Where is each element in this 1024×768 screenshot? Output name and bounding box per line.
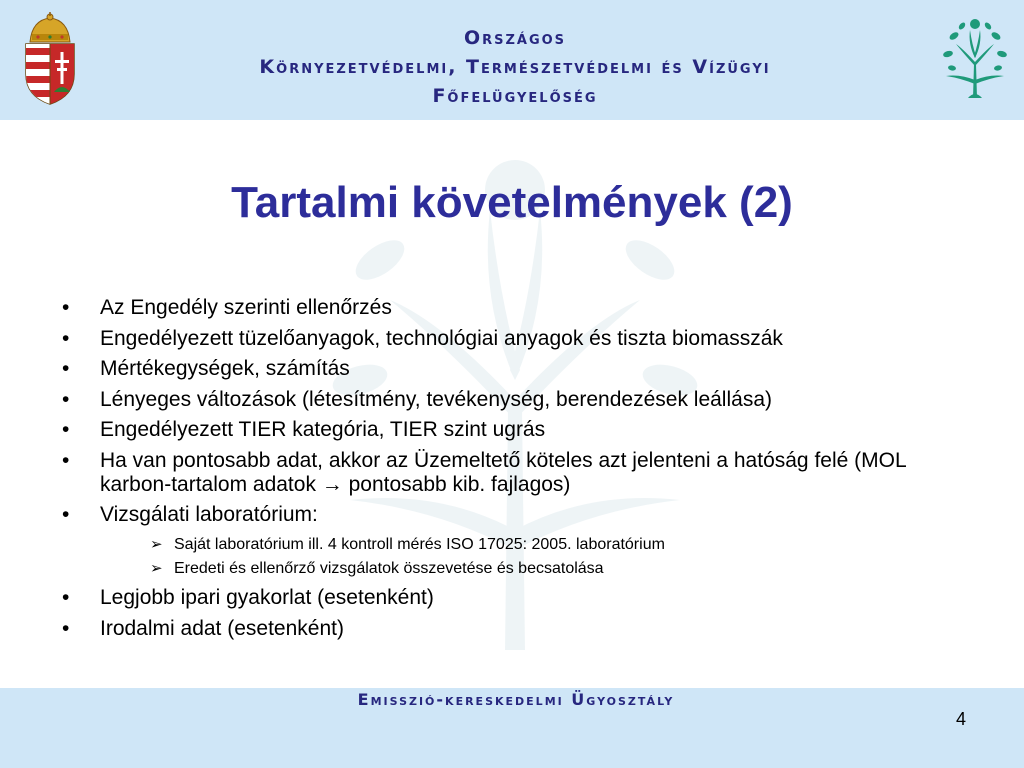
bullet-item: • Engedélyezett TIER kategória, TIER szint ugrás — [60, 418, 980, 442]
bullet-item: • Az Engedély szerinti ellenőrzés — [60, 296, 980, 320]
bullet-item: • Irodalmi adat (esetenként) — [60, 617, 980, 641]
hungarian-coat-of-arms-icon — [22, 12, 78, 106]
tree-logo-icon — [940, 14, 1010, 100]
footer-title: Emisszió-kereskedelmi Ügyosztály — [357, 690, 675, 709]
bullet-item: • Engedélyezett tüzelőanyagok, technológiai anyagok és tiszta biomasszák — [60, 327, 980, 351]
sub-bullet-item: ➢ Eredeti és ellenőrző vizsgálatok összevetése és becsatolása — [150, 558, 980, 580]
header-line-1: Országos — [463, 27, 567, 49]
bullet-item: • Legjobb ipari gyakorlat (esetenként) — [60, 586, 980, 610]
sub-bullet-list — [100, 534, 980, 580]
bullet-item: • Ha van pontosabb adat, akkor az Üzemeltető köteles azt jelenteni a hatóság felé (MOL karbon-tartalom adatok → pontosabb kib. fajlagos) — [60, 449, 980, 497]
header-line-3: Főfelügyelőség — [432, 85, 598, 107]
slide-title: Tartalmi követelmények (2) — [231, 178, 793, 227]
header-band — [0, 0, 1024, 120]
sub-bullet-item: ➢ Saját laboratórium ill. 4 kontroll mérés ISO 17025: 2005. laboratórium — [150, 534, 980, 556]
bullet-item: • Lényeges változások (létesítmény, tevékenység, berendezések leállása) — [60, 388, 980, 412]
bullet-item: • Mértékegységek, számítás — [60, 357, 980, 381]
footer-band — [0, 688, 1024, 768]
bullet-item: • Vizsgálati laboratórium: — [60, 503, 980, 527]
header-line-2: Környezetvédelmi, Természetvédelmi és Vízügyi — [259, 56, 771, 78]
page-number: 4 — [955, 709, 966, 729]
header-title — [120, 24, 910, 111]
sub-bullet-group — [60, 534, 980, 580]
bullet-list — [60, 296, 980, 647]
